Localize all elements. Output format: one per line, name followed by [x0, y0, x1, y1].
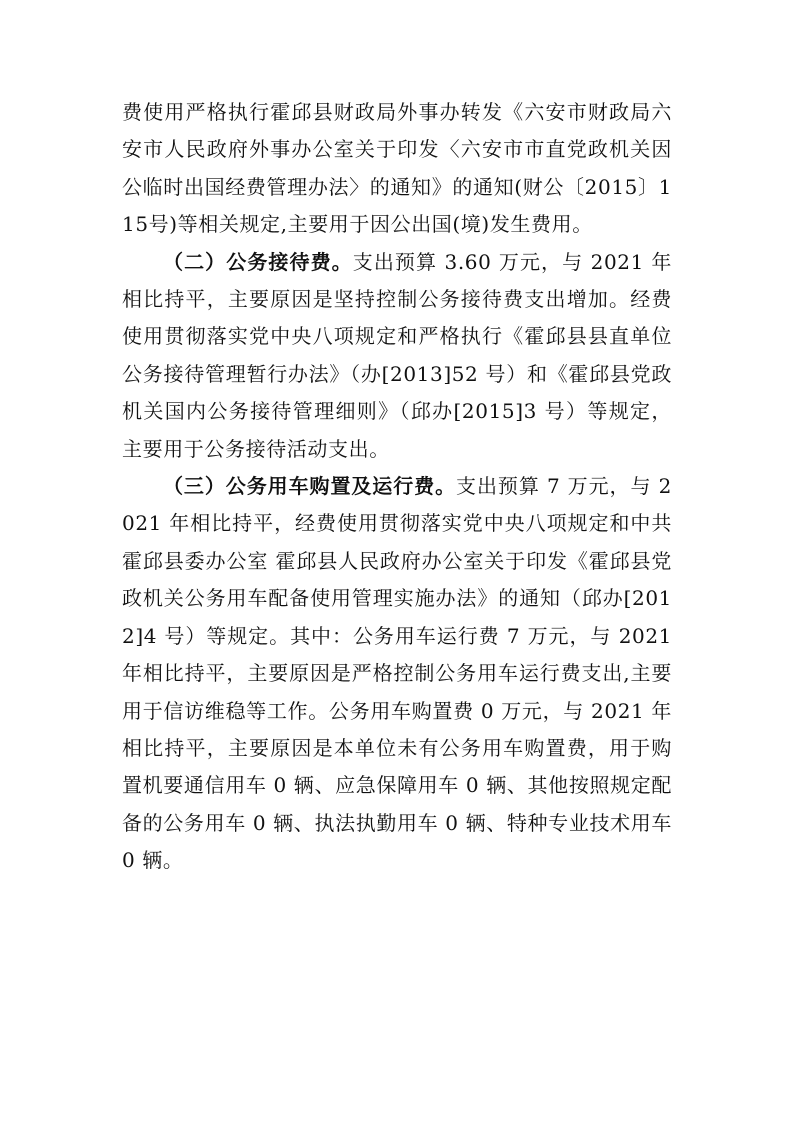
- section-heading-reception: （二）公务接待费。: [163, 249, 353, 274]
- document-body: [122, 94, 672, 880]
- section-heading-vehicles: （三）公务用车购置及运行费。: [163, 474, 457, 499]
- paragraph-text: 费使用严格执行霍邱县财政局外事办转发《六安市财政局六安市人民政府外事办公室关于印发〈六安市市直党政机关因公临时出国经费管理办法〉的通知》的通知(财公〔2015〕115号)等相关规定,主要用于因公出国(境)发生费用。: [122, 100, 672, 237]
- paragraph-vehicle-expenses: [122, 468, 672, 879]
- paragraph-text: 支出预算 3.60 万元，与 2021 年相比持平，主要原因是坚持控制公务接待费支出增加。经费使用贯彻落实党中央八项规定和严格执行《霍邱县县直单位公务接待管理暂行办法》（办[2013]52 号）和《霍邱县党政机关国内公务接待管理细则》（邱办[2015]3 号）等规定，主要用于公务接待活动支出。: [122, 249, 672, 461]
- paragraph-outbound-expenses: [122, 94, 672, 244]
- paragraph-reception-expenses: [122, 244, 672, 468]
- paragraph-text: 支出预算 7 万元，与 2021 年相比持平，经费使用贯彻落实党中央八项规定和中共霍邱县委办公室 霍邱县人民政府办公室关于印发《霍邱县党政机关公务用车配备使用管理实施办法》的通知（邱办[2012]4 号）等规定。其中：公务用车运行费 7 万元，与 2021 年相比持平，主要原因是严格控制公务用车运行费支出,主要用于信访维稳等工作。公务用车购置费 0 万元，与 2021 年相比持平，主要原因是本单位未有公务用车购置费，用于购置机要通信用车 0 辆、应急保障用车 0 辆、其他按照规定配备的公务用车 0 辆、执法执勤用车 0 辆、特种专业技术用车 0 辆。: [122, 474, 672, 873]
